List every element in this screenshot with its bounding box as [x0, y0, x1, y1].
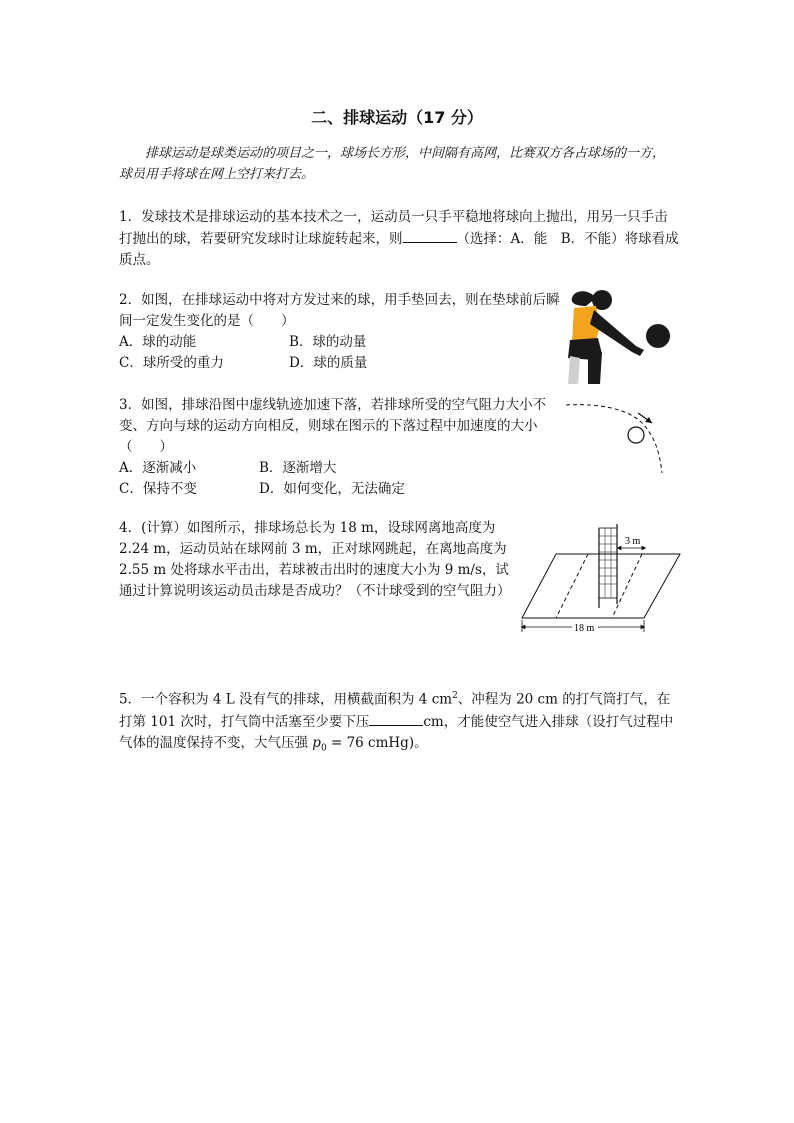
question-2-options — [119, 332, 567, 374]
option-a: A．逐渐减小 — [119, 460, 197, 476]
player-leg-front — [588, 352, 602, 384]
court-outline — [522, 554, 680, 618]
intro-paragraph: 排球运动是球类运动的项目之一，球场长方形，中间隔有高网，比赛双方各占球场的一方，球员用手将球在网上空打来打去。 — [119, 146, 666, 182]
question-3 — [119, 395, 567, 500]
volleyball-ball — [646, 324, 670, 348]
arrow-head — [645, 417, 652, 423]
question-1-text: 1．发球技术是排球运动的基本技术之一，运动员一只手平稳地将球向上抛出，用另一只手击打抛出的球，若要研究发球时让球旋转起来，则 （选择：A．能 B．不能）将球看成质点。 — [119, 209, 679, 268]
question-4 — [119, 518, 515, 602]
option-d: D．如何变化，无法确定 — [259, 481, 405, 497]
question-1 — [119, 207, 679, 271]
answer-blank-1[interactable] — [403, 228, 457, 243]
option-c: C．球所受的重力 — [119, 355, 224, 371]
falling-ball — [628, 427, 644, 443]
player-leg-back — [568, 356, 580, 384]
answer-blank-5[interactable] — [369, 711, 423, 726]
section-title: 二、排球运动（17 分） — [311, 108, 483, 127]
question-5-text: 5．一个容积为 4 L 没有气的排球，用横截面积为 4 $cm^2$、冲程为 20 cm 的打气筒打气，在打第 101 次时，打气筒中活塞至少要下压 cm，才能使空气进入排球（设打气过程中气体的温度保持不变，大气压强 $p_0 = 76$ cmHg)。 — [119, 691, 674, 754]
trajectory-figure — [560, 395, 670, 480]
dim-3m-label: 3 m — [625, 536, 641, 547]
question-2 — [119, 290, 567, 374]
question-3-stem: 3．如图，排球沿图中虚线轨迹加速下落，若排球所受的空气阻力大小不变、方向与球的运动方向相反，则球在图示的下落过程中加速度的大小（ ） — [119, 397, 547, 455]
question-2-stem: 2．如图，在排球运动中将对方发过来的球，用手垫回去，则在垫球前后瞬间一定发生变化的是（ ） — [119, 292, 560, 329]
dim-18m-label: 18 m — [574, 623, 595, 634]
trajectory-dashed-curve — [566, 405, 662, 473]
question-3-options — [119, 458, 567, 500]
court-figure — [520, 520, 682, 636]
option-c: C．保持不变 — [119, 481, 197, 497]
option-a: A．球的动能 — [119, 334, 197, 350]
volleyball-player-figure — [566, 280, 676, 385]
question-4-text: 4．(计算）如图所示，排球场总长为 18 m，设球网离地高度为 2.24 m，运动员站在球网前 3 m，正对球网跳起，在离地高度为 2.55 m 处将球水平击出，若球被击出时的速度大小为 9 m/s，试通过计算说明该运动员击球是否成功？（不计球受到的空气阻力） — [119, 520, 511, 599]
option-b: B．球的动量 — [289, 334, 367, 350]
net-mesh — [599, 528, 617, 598]
attack-line-left — [556, 554, 588, 618]
option-d: D．球的质量 — [289, 355, 368, 371]
net-grid — [599, 528, 617, 598]
option-b: B．逐渐增大 — [259, 460, 337, 476]
question-5 — [119, 686, 679, 759]
